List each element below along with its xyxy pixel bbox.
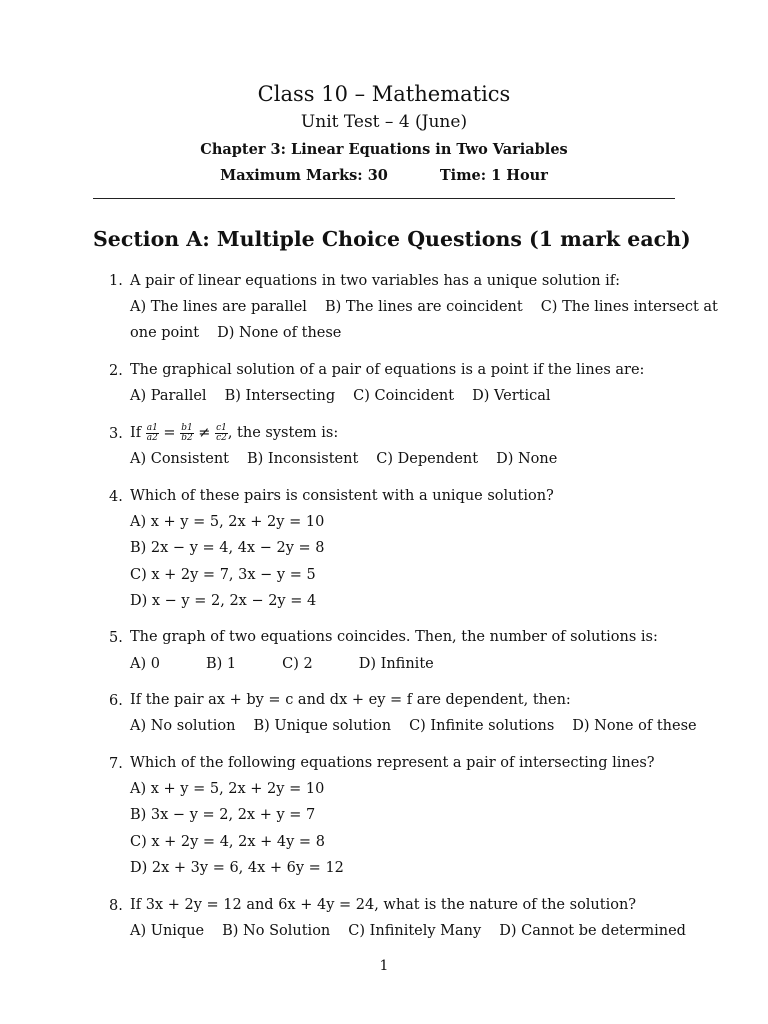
header-divider: [93, 198, 675, 199]
option-a: A) Unique: [130, 923, 205, 939]
option-c: C) x + 2y = 7, 3x − y = 5: [130, 567, 316, 583]
question-number: 1.: [109, 273, 123, 289]
question-text: A pair of linear equations in two variables has a unique solution if:: [130, 273, 621, 289]
option-a: A) x + y = 5, 2x + 2y = 10: [130, 514, 325, 530]
question-text: The graph of two equations coincides. Then, the number of solutions is:: [130, 629, 658, 645]
option-d: D) None of these: [217, 325, 342, 341]
maximum-marks: Maximum Marks: 30: [220, 167, 388, 184]
question-text: If $\frac{a1}{a2}$ = $\frac{b1}{b2}$ ≠ $\frac{c1}{c2}$ , the system is:: [130, 422, 339, 443]
options-row: [130, 446, 557, 472]
option-c: C) Dependent: [376, 451, 479, 467]
question-number: 8.: [109, 898, 123, 914]
question-text: If the pair ax + by = c and dx + ey = f are dependent, then:: [130, 692, 571, 708]
option-a: A) Consistent: [130, 451, 229, 467]
options-row: [130, 320, 341, 346]
time-limit: Time: 1 Hour: [439, 167, 548, 184]
option-b: B) 3x − y = 2, 2x + y = 7: [130, 807, 316, 823]
option-c: C) Infinitely Many: [348, 923, 482, 939]
fraction-c: $\frac{c1}{c2}$: [216, 422, 227, 443]
option-d: D) None of these: [572, 718, 697, 734]
option-a: A) x + y = 5, 2x + 2y = 10: [130, 781, 325, 797]
option-c: C) Coincident: [353, 388, 455, 404]
options-row: [130, 294, 718, 320]
option-d: D) Vertical: [472, 388, 551, 404]
option-b: B) 2x − y = 4, 4x − 2y = 8: [130, 540, 325, 556]
question-text: If 3x + 2y = 12 and 6x + 4y = 24, what is the nature of the solution?: [130, 897, 637, 913]
options-row: [130, 713, 697, 739]
question-number: 2.: [109, 363, 123, 379]
question-text: Which of the following equations represent a pair of intersecting lines?: [130, 755, 655, 771]
option-b: B) No Solution: [222, 923, 331, 939]
option-a: A) Parallel: [130, 388, 207, 404]
option-a: A) 0: [130, 656, 160, 672]
option-c-continued: one point: [130, 325, 200, 341]
option-d: D) Infinite: [358, 656, 434, 672]
option-b: B) The lines are coincident: [324, 299, 523, 315]
options-row: [130, 918, 686, 944]
option-d: D) Cannot be determined: [499, 923, 686, 939]
fraction-b: $\frac{b1}{b2}$: [181, 422, 193, 443]
option-a: A) The lines are parallel: [130, 299, 307, 315]
section-heading: Section A: Multiple Choice Questions (1 mark each): [93, 227, 691, 251]
option-c: C) x + 2y = 4, 2x + 4y = 8: [130, 834, 325, 850]
question-number: 4.: [109, 489, 123, 505]
option-c: C) Infinite solutions: [409, 718, 555, 734]
option-d: D) 2x + 3y = 6, 4x + 6y = 12: [130, 860, 344, 876]
test-title: Class 10 – Mathematics: [257, 82, 511, 106]
option-a: A) No solution: [130, 718, 236, 734]
test-subtitle: Unit Test – 4 (June): [300, 112, 468, 132]
option-b: B) Intersecting: [224, 388, 336, 404]
question-number: 5.: [109, 630, 123, 646]
option-d: D) x − y = 2, 2x − 2y = 4: [130, 593, 317, 609]
question-number: 3.: [109, 426, 123, 442]
page-number: 1: [379, 958, 389, 974]
option-b: B) 1: [205, 656, 237, 672]
fraction-a: $\frac{a1}{a2}$: [146, 422, 158, 443]
chapter-title: Chapter 3: Linear Equations in Two Variables: [200, 141, 568, 158]
option-b: B) Unique solution: [253, 718, 392, 734]
marks-time-line: [0, 167, 768, 184]
question-text: Which of these pairs is consistent with a unique solution?: [130, 488, 554, 504]
option-c: C) 2: [282, 656, 313, 672]
question-number: 7.: [109, 756, 123, 772]
options-row: [130, 651, 434, 677]
option-b: B) Inconsistent: [247, 451, 359, 467]
question-text: The graphical solution of a pair of equations is a point if the lines are:: [130, 362, 645, 378]
option-c: C) The lines intersect at: [540, 299, 718, 315]
option-d: D) None: [496, 451, 558, 467]
options-row: [130, 383, 551, 409]
question-number: 6.: [109, 693, 123, 709]
